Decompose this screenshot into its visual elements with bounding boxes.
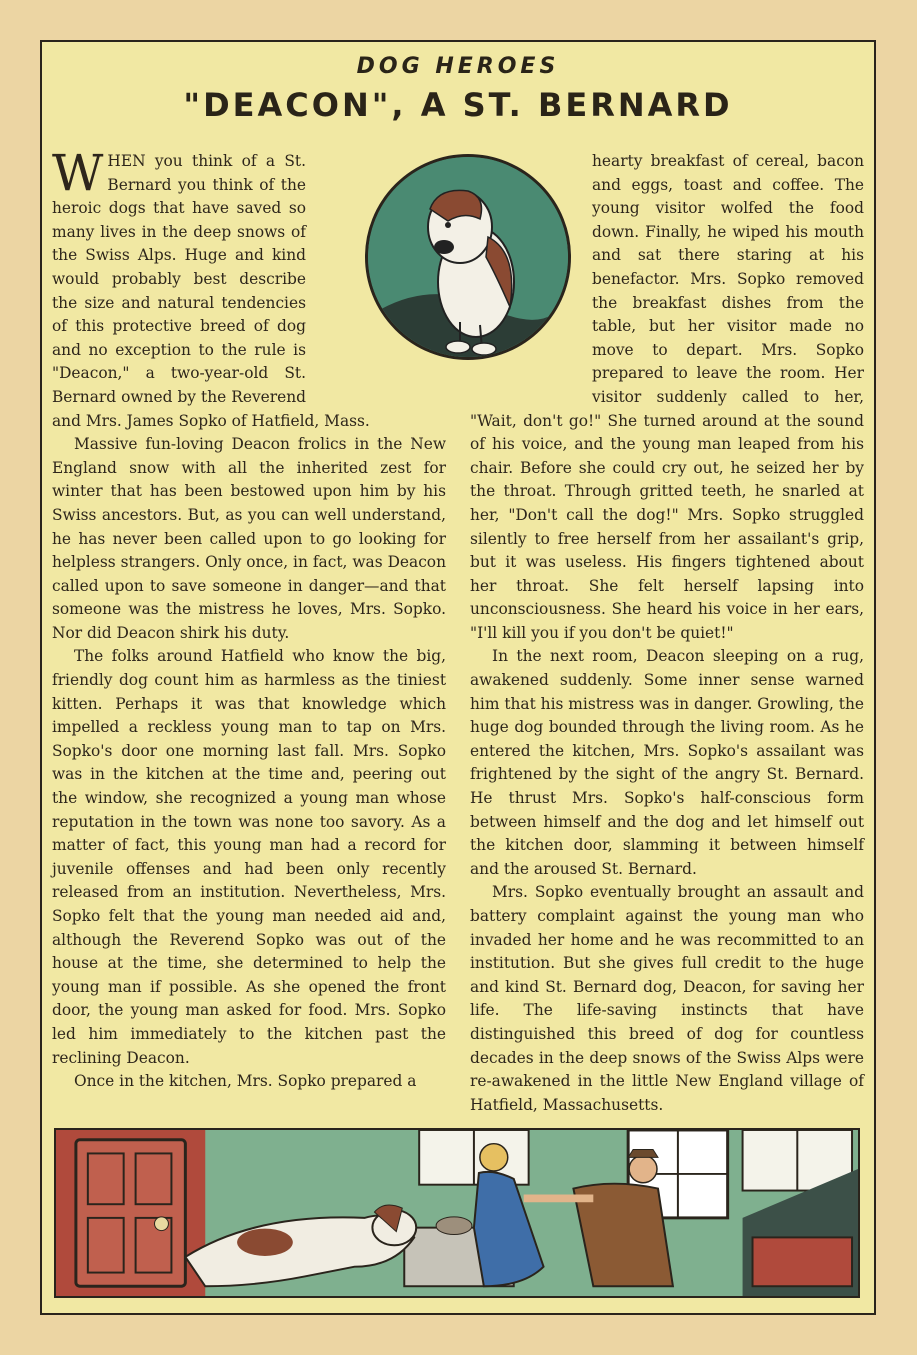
paragraph: The folks around Hatfield who know the big, friendly dog count him as harmless as the tiniest kitten. Perhaps it was that knowledge which impelled a reckless young man to tap on Mrs. Sopko's door one morning last fall. Mrs. Sopko was in the kitchen at the time and, peering out the window, she recognized a young man whose reputation in the town was none too savory. As a matter of fact, this young man had a record for juvenile offenses and had been only recently released from an institution. Nevertheless, Mrs. Sopko felt that the young man needed aid and, although the Reverend Sopko was out of the house at the time, she determined to help the young man if possible. As she opened the front door, the young man asked for food. Mrs. Sopko led him immediately to the kitchen past the reclining Deacon. [52,647,446,1067]
article-body [52,144,872,1130]
paragraph: In the next room, Deacon sleeping on a rug, awakened suddenly. Some inner sense warned him that his mistress was in danger. Growling, the huge dog bounded through the living room. As he entered the kitchen, Mrs. Sopko's assailant was frightened by the sight of the angry St. Bernard. He thrust Mrs. Sopko's half-conscious form between himself and the dog and let himself out the kitchen door, slamming it between himself and the aroused St. Bernard. [470,647,864,878]
series-kicker: DOG HEROES [356,54,560,79]
st-bernard-portrait-icon [365,154,571,360]
page-frame [40,40,876,1315]
drop-cap: W [52,144,104,202]
paragraph: hearty breakfast of cereal, bacon and eggs, toast and coffee. The young visitor wolfed the food down. Finally, he wiped his mouth and sat there staring at his benefactor. Mrs. Sopko removed the breakfast dishes from the table, but her visitor made no move to depart. Mrs. Sopko prepared to leave the room. Her visitor suddenly called to her, "Wait, don't go!" She turned around at the sound of his voice, and the young man leaped from his chair. Before she could cry out, he seized her by the throat. Through gritted teeth, he snarled at her, "Don't call the dog!" Mrs. Sopko struggled silently to free herself from her assailant's grip, but it was useless. His fingers tightened about her throat. She felt herself lapsing into unconsciousness. She heard his voice in her ears, "I'll kill you if you don't be quiet!" [470,152,864,642]
article-title: "DEACON", A ST. BERNARD [183,86,733,124]
paragraph: Mrs. Sopko eventually brought an assault and battery complaint against the young man who invaded her home and he was recommitted to an institution. But she gives full credit to the huge and kind St. Bernard dog, Deacon, for saving her life. The life-saving instincts that have distinguished this breed of dog for countless decades in the deep snows of the Swiss Alps were re-awakened in the little New England village of Hatfield, Massachusetts. [470,883,864,1114]
paragraph: Once in the kitchen, Mrs. Sopko prepared a [74,1072,417,1091]
kitchen-rescue-scene-icon [54,1128,860,1298]
paragraph: WHEN you think of a St. Bernard you think of the heroic dogs that have saved so many lives in the deep snows of the Swiss Alps. Huge and kind would probably best describe the size and natural tendencies of this protective breed of dog and no exception to the rule is "Deacon," a two-year-old St. Bernard owned by the Reverend and Mrs. James Sopko of Hatfield, Mass. [52,144,370,430]
paragraph: Massive fun-loving Deacon frolics in the New England snow with all the inherited zest for winter that has been bestowed upon him by his Swiss ancestors. But, as you can well understand, he has never been called upon to go looking for helpless strangers. Only once, in fact, was Deacon called upon to save someone in danger—and that someone was the mistress he loves, Mrs. Sopko. Nor did Deacon shirk his duty. [52,435,446,642]
